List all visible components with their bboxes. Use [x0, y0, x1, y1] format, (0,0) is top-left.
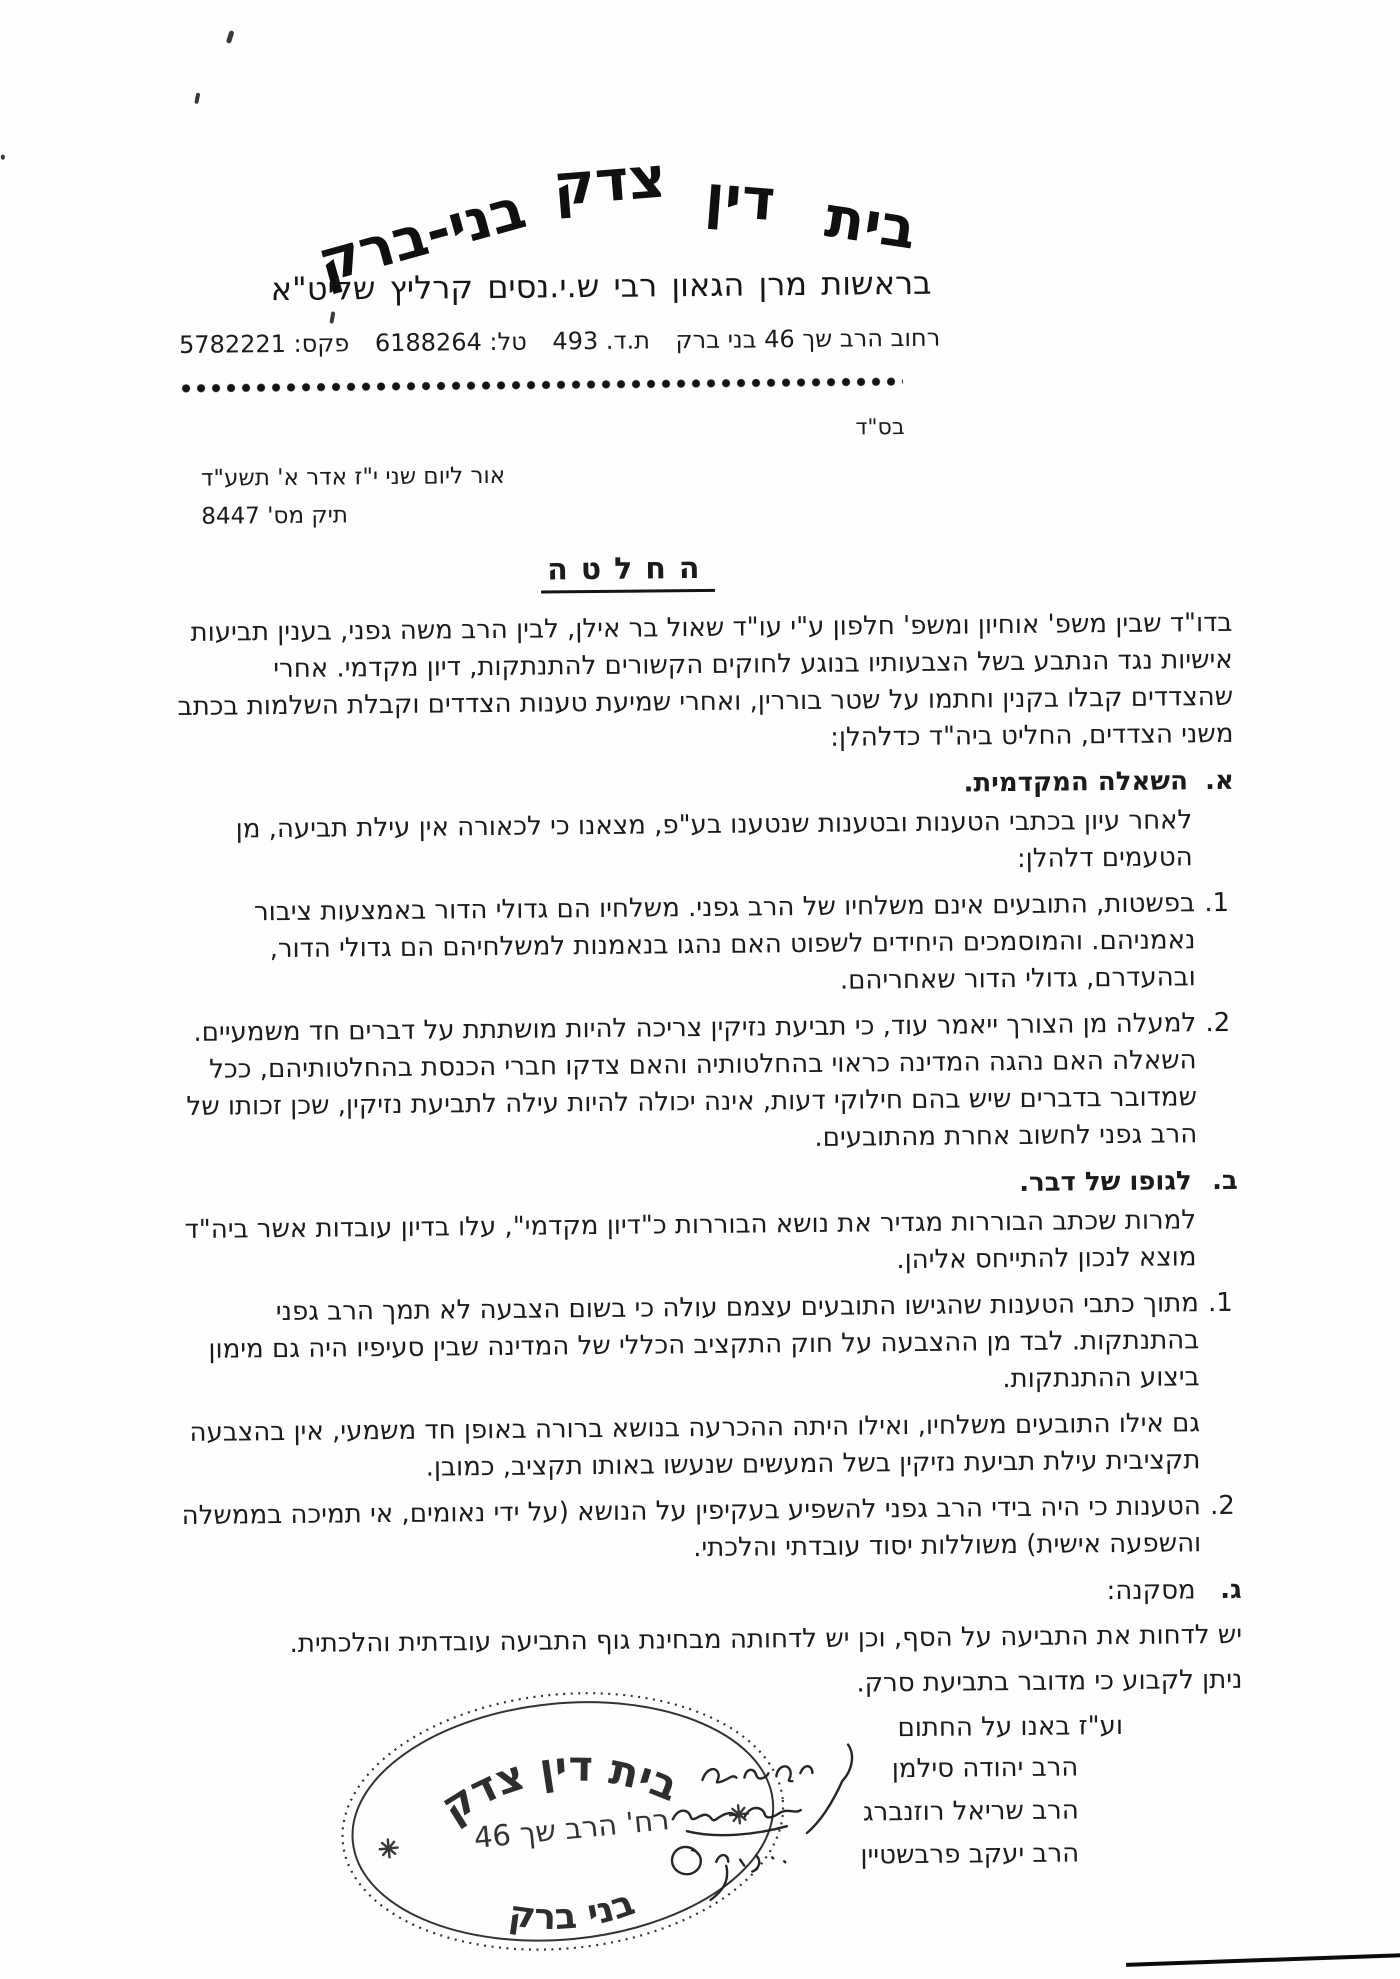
signer-name: הרב יהודה סילמן — [891, 1752, 1079, 1785]
address-street: רחוב הרב שך 46 בני ברק — [675, 323, 941, 355]
scan-speck — [226, 30, 235, 44]
section-title: השאלה המקדמית. — [963, 766, 1189, 799]
signer-name: הרב יעקב פרבשטיין — [860, 1838, 1080, 1871]
section-letter: ג. — [1220, 1574, 1242, 1606]
scan-speck — [1, 155, 5, 160]
case-number: תיק מס' 8447 — [201, 502, 349, 530]
court-address-line — [0, 322, 1125, 361]
conclusion-line: ניתן לקבוע כי מדובר בתביעת סרק. — [856, 1664, 1243, 1699]
closing-line: וע"ז באנו על החתום — [897, 1710, 1124, 1744]
court-name-word: דין — [702, 162, 778, 235]
list-item-number: 2. — [1205, 1007, 1231, 1039]
list-item — [166, 1005, 1237, 1163]
signer-name: הרב שריאל רוזנברג — [862, 1795, 1079, 1828]
court-name-word: צדק — [550, 144, 669, 220]
besod-mark: בס"ד — [855, 415, 905, 441]
asterisk-star-icon — [729, 1805, 749, 1825]
list-item — [171, 1488, 1242, 1572]
list-item-text — [169, 1285, 1201, 1489]
list-item-text: הטענות כי היה בידי הרב גפני להשפיע בעקיפין על הנושא (על ידי נאומים, אי תמיכה בממשלה והשפעה אישית) משוללות יסוד עובדתי והלכתי. — [181, 1491, 1202, 1564]
list-item-number: 2. — [1209, 1490, 1235, 1522]
court-stamp — [319, 1665, 808, 1977]
decision-intro: בדו"ד שבין משפ' אוחיון ומשפ' חלפון ע"י עו"ד שאול בר אילן, לבין הרב משה גפני, בענין תביעות אישיות נגד הנתבע בשל הצבעותיו בנוגע לחוקים הקשורים להתנתקות, דיון מקדמי. אחרי שהצדדים קבלו בקנין וחתמו על שטר בוררין, ואחרי שמיעת טענות הצדדים וקבלת השלמות בכתב משני הצדדים, החליט ביה"ד כדלהלן: — [177, 607, 1234, 753]
scan-speck — [194, 93, 200, 105]
list-item-number: 1. — [1207, 1287, 1234, 1319]
dotted-divider — [181, 376, 903, 394]
address-tel: טל: 6188264 — [374, 327, 527, 358]
decision-title: החלטה — [0, 546, 1259, 593]
section-title: לגופו של דבר. — [1019, 1166, 1192, 1198]
address-fax: פקס: 5782221 — [178, 329, 350, 359]
stamp-bottom-text: קרב ינב — [506, 1882, 640, 1939]
court-head-line: בראשות מרן הגאון רבי ש.י.נסים קרליץ שליט"א — [270, 263, 932, 309]
stamp-top-text: קדצ ןיד תיב — [432, 1741, 686, 1832]
list-item-number: 1. — [1204, 887, 1230, 919]
court-name-word: בית — [821, 184, 921, 263]
section-title: מסקנה: — [1106, 1575, 1196, 1607]
list-item — [165, 885, 1236, 1006]
asterisk-star-icon — [379, 1839, 399, 1859]
hebrew-date-line: אור ליום שני י"ז אדר א' תשע"ד — [200, 462, 506, 492]
conclusion-line: יש לדחות את התביעה על הסף, וכן יש לדחותה מבחינת גוף התביעה עובדתית והלכתית. — [289, 1619, 1243, 1659]
court-name-word: בני-ברק — [310, 175, 533, 296]
section-b-intro: למרות שכתב הבוררות מגדיר את נושא הבוררות כ"דיון מקדמי", עלו בדיון עובדות אשר ביה"ד מוצא לנכון להתייחס אליהן. — [184, 1205, 1197, 1276]
list-item — [169, 1285, 1241, 1489]
section-c-header — [172, 1572, 1242, 1619]
section-letter: א. — [1204, 765, 1235, 797]
list-item-paragraph: גם אילו התובעים משלחיו, ואילו היתה ההכרעה בנושא ברורה באופן חד משמעי, אין בהצבעה תקציבית עילת תביעת נזיקין בשל המעשים שנעשו באותו תקציב, כמובן. — [189, 1408, 1201, 1483]
list-item-paragraph: מתוך כתבי הטענות שהגישו התובעים עצמם עולה כי בשום הצבעה לא תמך הרב גפני בהתנתקות. לבד מן ההצבעה על חוק התקציב הכללי של המדינה שבין סעיפיו היה גם מימון ביצוע ההתנתקות. — [208, 1288, 1200, 1395]
section-a-intro: לאחר עיון בכתבי הטענות ובטענות שנטענו בע"פ, מצאנו כי לכאורה אין עילת תביעה, מן הטעמים דלהלן: — [235, 805, 1193, 874]
list-item-text: למעלה מן הצורך ייאמר עוד, כי תביעת נזיקין צריכה להיות מושתתת על דברים חד משמעיים. השאלה האם נהגה המדינה כראוי בהחלטותיה והאם צדקו חברי הכנסת בהחלטותיהם, ככל שמדובר בדברים שיש בהם חילוקי דעות, אינה יכולה להיות עילה לתביעת נזיקין, שכן זכותו של הרב גפני לחשוב אחרת מהתובעים. — [186, 1008, 1198, 1153]
scan-speck — [329, 311, 335, 323]
section-letter: ב. — [1211, 1165, 1238, 1197]
stamp-address-text: 46 ךש ברה 'חר — [472, 1802, 671, 1855]
list-item-text: בפשטות, התובעים אינם משלחיו של הרב גפני. משלחיו הם גדולי הדור באמצעות ציבור נאמניהם. והמוסמכים היחידים לשפוט האם נהגו בנאמנות למשלחיהם הם גדולי הדור, ובהעדרם, גדולי הדור שאחריהם. — [253, 888, 1196, 996]
address-pob: ת.ד. 493 — [552, 326, 651, 356]
